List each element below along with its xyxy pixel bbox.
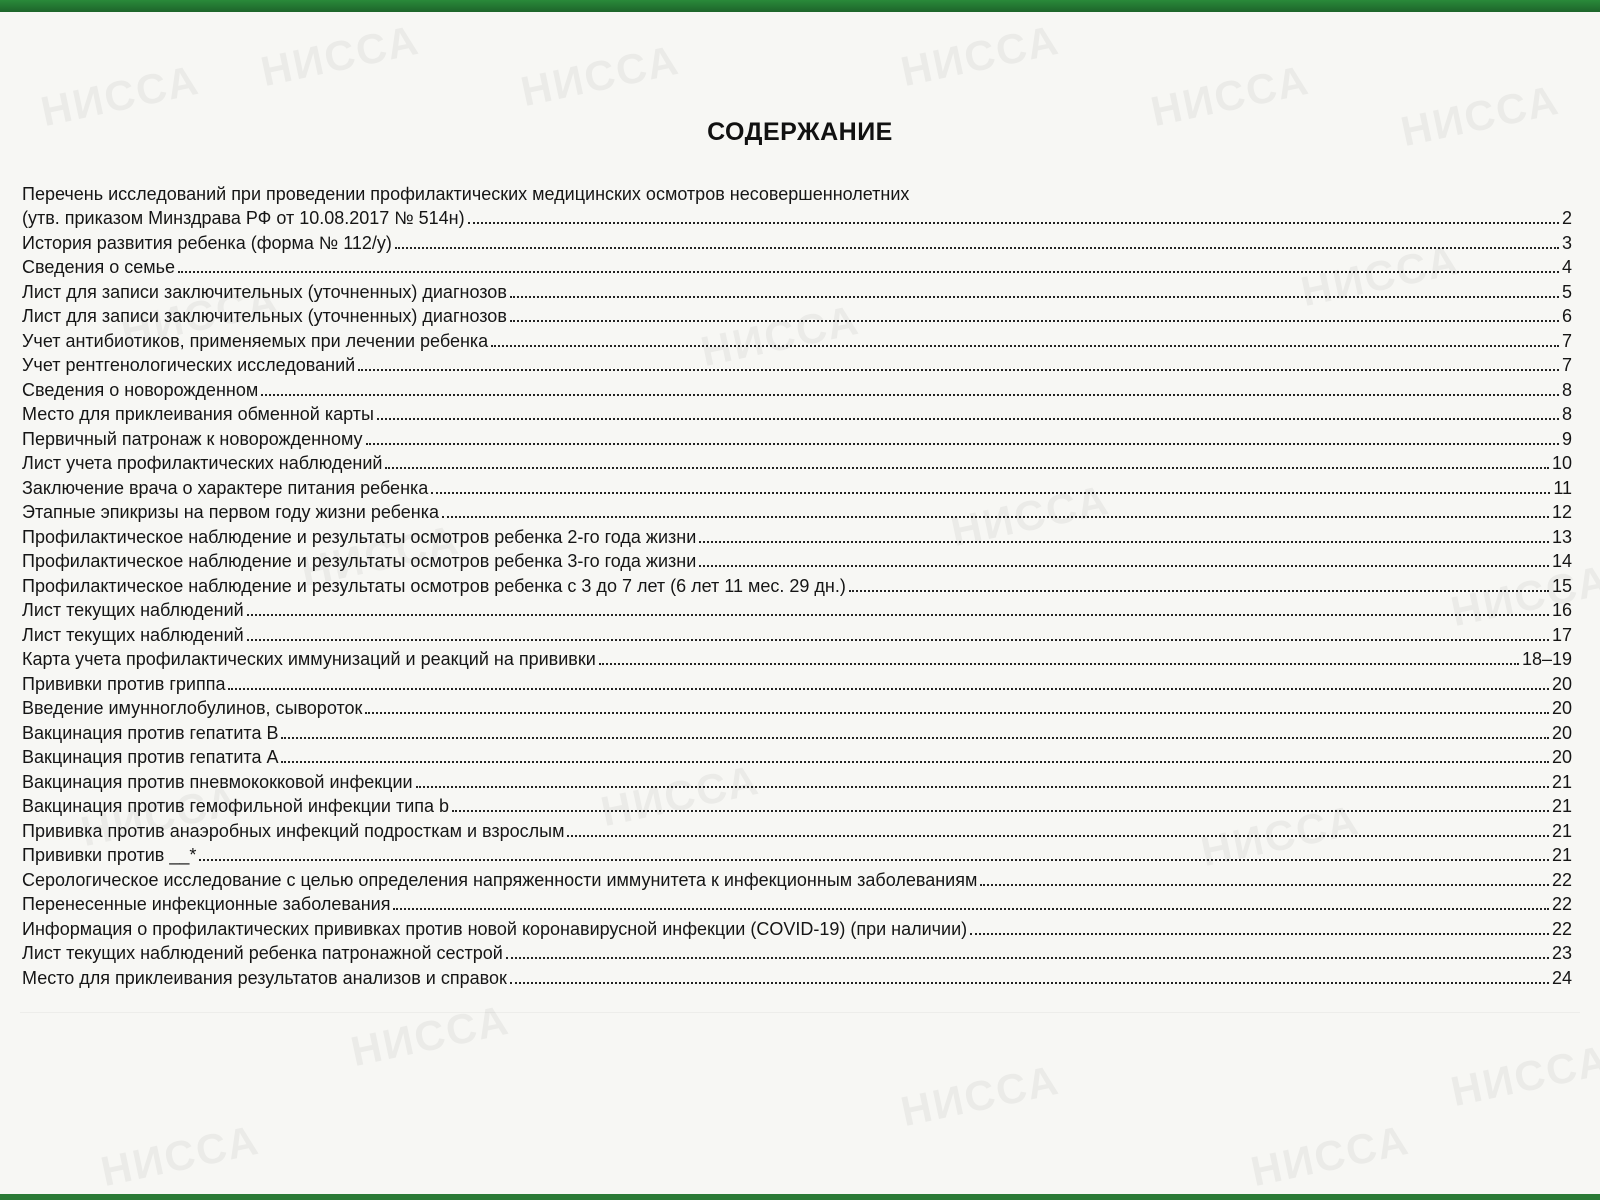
watermark-logo xyxy=(257,16,424,96)
toc-entry xyxy=(22,229,1572,254)
dot-leader xyxy=(510,320,1559,322)
toc-entry-label: Прививки против гриппа xyxy=(22,673,226,694)
toc-entry-label: Вакцинация против гепатита В xyxy=(22,722,279,743)
toc-entry-label: Профилактическое наблюдение и результаты осмотров ребенка с 3 до 7 лет (6 лет 11 мес. 29 дн.) xyxy=(22,575,846,596)
toc-entry-page: 7 xyxy=(1561,330,1572,351)
dot-leader xyxy=(849,590,1549,592)
toc-entry-label: Прививка против анаэробных инфекций подросткам и взрослым xyxy=(22,820,565,841)
toc-entry xyxy=(22,303,1572,328)
toc-entry-page: 20 xyxy=(1551,722,1572,743)
toc-entry xyxy=(22,523,1572,548)
toc-entry-page: 18–19 xyxy=(1521,649,1572,669)
toc-entry-page: 22 xyxy=(1551,918,1572,939)
toc-entry xyxy=(22,376,1572,401)
toc-entry-multiline-line2 xyxy=(22,205,1572,230)
toc-entry-page: 21 xyxy=(1551,845,1572,865)
toc-entry-page: 6 xyxy=(1561,306,1572,326)
toc-entry-label: Вакцинация против гемофильной инфекции типа b xyxy=(22,796,450,816)
toc-entry-page: 8 xyxy=(1561,379,1572,400)
toc-entry xyxy=(22,254,1572,279)
toc-entry xyxy=(22,793,1572,818)
toc-entry-page: 9 xyxy=(1561,428,1572,449)
watermark-logo xyxy=(897,16,1064,96)
toc-entry-page: 22 xyxy=(1551,894,1572,914)
toc-entry xyxy=(22,352,1572,377)
toc-entry-page: 24 xyxy=(1551,967,1572,988)
toc-entry-page: 21 xyxy=(1551,771,1572,792)
dot-leader xyxy=(970,933,1549,935)
toc-entry xyxy=(22,915,1572,940)
toc-entry-label: История развития ребенка (форма № 112/у) xyxy=(22,232,392,253)
toc-entry-label: Лист учета профилактических наблюдений xyxy=(22,453,383,473)
toc-entry-page: 3 xyxy=(1561,232,1572,253)
toc-entry xyxy=(22,719,1572,744)
toc-entry-page: 8 xyxy=(1561,404,1572,424)
dot-leader xyxy=(281,737,1549,739)
page-title: СОДЕРЖАНИЕ xyxy=(707,118,893,146)
toc-entry xyxy=(22,450,1572,475)
toc-entry-label: Сведения о новорожденном xyxy=(22,379,259,400)
toc-entry-label: Лист текущих наблюдений ребенка патронажной сестрой xyxy=(22,943,503,963)
toc-entry-label: Перенесенные инфекционные заболевания xyxy=(22,894,391,914)
toc-entry xyxy=(22,572,1572,597)
dot-leader xyxy=(980,884,1549,886)
toc-entry-label: Заключение врача о характере питания ребенка xyxy=(22,477,429,498)
toc-entry-page: 11 xyxy=(1553,477,1572,498)
toc-entry-multiline-line1 xyxy=(22,180,1572,205)
toc-entry xyxy=(22,548,1572,573)
toc-entry-label: Лист текущих наблюдений xyxy=(22,624,244,645)
dot-leader xyxy=(377,418,1559,420)
toc-entry-page: 4 xyxy=(1561,257,1572,277)
dot-leader xyxy=(468,222,1559,224)
dot-leader xyxy=(247,614,1549,616)
toc-entry xyxy=(22,646,1572,671)
toc-entry-label: Профилактическое наблюдение и результаты осмотров ребенка 3-го года жизни xyxy=(22,551,697,571)
toc-entry-page: 20 xyxy=(1551,747,1572,767)
dot-leader xyxy=(393,908,1548,910)
toc-entry-label: Лист для записи заключительных (уточненных) диагнозов xyxy=(22,306,507,326)
toc-entry-page: 12 xyxy=(1551,502,1572,522)
document-page xyxy=(0,12,1600,1200)
toc-entry-label: Лист текущих наблюдений xyxy=(22,600,244,620)
toc-entry-label: Учет антибиотиков, применяемых при лечении ребенка xyxy=(22,330,489,351)
toc-entry-page: 20 xyxy=(1551,673,1572,694)
toc-entry-label: Лист для записи заключительных (уточненных) диагнозов xyxy=(22,281,507,302)
toc-entry-page: 10 xyxy=(1551,453,1572,473)
toc-entry xyxy=(22,940,1572,965)
toc-entry xyxy=(22,621,1572,646)
dot-leader xyxy=(699,541,1549,543)
toc-entry xyxy=(22,842,1572,867)
toc-entry-page: 14 xyxy=(1551,551,1572,571)
toc-entry xyxy=(22,695,1572,720)
toc-entry-page: 2 xyxy=(1561,208,1572,228)
toc-entry-page: 21 xyxy=(1551,820,1572,841)
dot-leader xyxy=(699,565,1549,567)
dot-leader xyxy=(365,712,1549,714)
toc-entry-label: Место для приклеивания результатов анализов и справок xyxy=(22,967,507,988)
toc-entry-page: 15 xyxy=(1551,575,1572,596)
dot-leader xyxy=(567,835,1549,837)
table-of-contents xyxy=(22,180,1572,989)
dot-leader xyxy=(199,859,1549,861)
toc-entry xyxy=(22,327,1572,352)
toc-entry xyxy=(22,425,1572,450)
toc-entry-label: Серологическое исследование с целью определения напряженности иммунитета к инфекционным заболеваниям xyxy=(22,869,978,890)
toc-entry xyxy=(22,768,1572,793)
toc-entry-label: (утв. приказом Минздрава РФ от 10.08.2017 № 514н) xyxy=(22,208,465,228)
toc-entry-page: 13 xyxy=(1551,526,1572,547)
toc-entry-label: Место для приклеивания обменной карты xyxy=(22,404,374,424)
toc-entry xyxy=(22,499,1572,524)
toc-entry xyxy=(22,597,1572,622)
dot-leader xyxy=(452,810,1549,812)
toc-entry-label: Этапные эпикризы на первом году жизни ребенка xyxy=(22,502,440,522)
dot-leader xyxy=(281,761,1549,763)
bottom-green-border xyxy=(0,1194,1600,1200)
toc-entry xyxy=(22,278,1572,303)
toc-entry xyxy=(22,401,1572,426)
dot-leader xyxy=(506,957,1549,959)
dot-leader xyxy=(228,688,1548,690)
toc-entry-label: Вакцинация против гепатита А xyxy=(22,747,279,767)
dot-leader xyxy=(599,663,1519,665)
toc-entry-label: Перечень исследований при проведении профилактических медицинских осмотров несовершеннолетних xyxy=(22,183,910,204)
dot-leader xyxy=(385,467,1549,469)
dot-leader xyxy=(395,247,1559,249)
dot-leader xyxy=(431,492,1550,494)
toc-entry-label: Карта учета профилактических иммунизаций и реакций на прививки xyxy=(22,649,596,669)
toc-entry-label: Вакцинация против пневмококковой инфекции xyxy=(22,771,413,792)
toc-entry xyxy=(22,817,1572,842)
dot-leader xyxy=(510,982,1549,984)
toc-entry-label: Прививки против __* xyxy=(22,845,197,865)
watermark-logo xyxy=(517,36,684,116)
toc-entry-label: Информация о профилактических прививках против новой коронавирусной инфекции (COVID-19) (при наличии) xyxy=(22,918,968,939)
dot-leader xyxy=(510,296,1559,298)
toc-entry-label: Сведения о семье xyxy=(22,257,176,277)
toc-entry xyxy=(22,964,1572,989)
toc-entry-label: Учет рентгенологических исследований xyxy=(22,355,356,375)
toc-entry-page: 22 xyxy=(1551,869,1572,890)
toc-entry-page: 17 xyxy=(1551,624,1572,645)
toc-entry xyxy=(22,866,1572,891)
toc-entry-page: 20 xyxy=(1551,698,1572,718)
dot-leader xyxy=(416,786,1549,788)
dot-leader xyxy=(442,516,1549,518)
dot-leader xyxy=(261,394,1559,396)
toc-entry xyxy=(22,670,1572,695)
toc-entry-label: Введение имунноглобулинов, сывороток xyxy=(22,698,363,718)
toc-entry xyxy=(22,891,1572,916)
toc-entry-page: 5 xyxy=(1561,281,1572,302)
dot-leader xyxy=(178,271,1559,273)
toc-entry xyxy=(22,474,1572,499)
dot-leader xyxy=(491,345,1559,347)
toc-entry-page: 16 xyxy=(1551,600,1572,620)
toc-entry-page: 23 xyxy=(1551,943,1572,963)
dot-leader xyxy=(358,369,1559,371)
toc-entry-label: Первичный патронаж к новорожденному xyxy=(22,428,363,449)
dot-leader xyxy=(247,639,1549,641)
dot-leader xyxy=(366,443,1559,445)
toc-entry-page: 7 xyxy=(1561,355,1572,375)
toc-entry-page: 21 xyxy=(1551,796,1572,816)
toc-entry xyxy=(22,744,1572,769)
toc-entry-label: Профилактическое наблюдение и результаты осмотров ребенка 2-го года жизни xyxy=(22,526,697,547)
faint-background-grid xyxy=(20,1012,1580,1163)
